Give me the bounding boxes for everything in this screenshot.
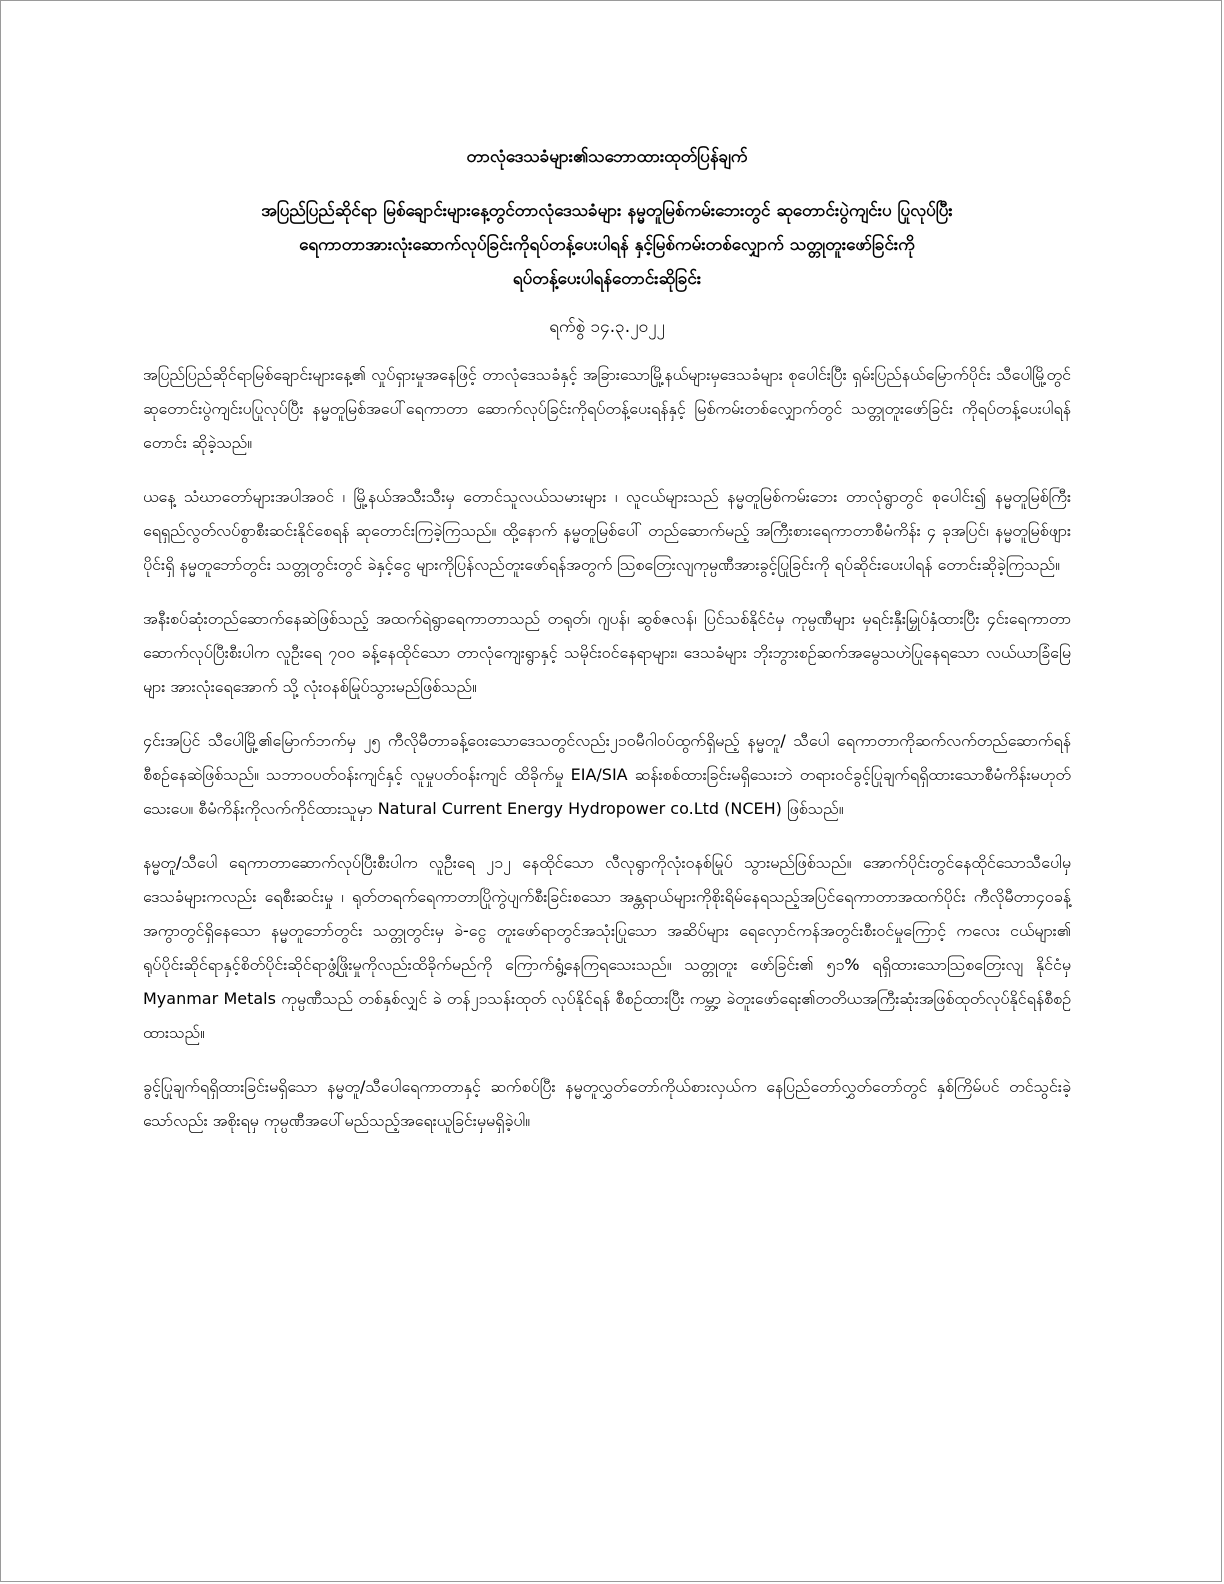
subheading-line-3: ရပ်တန့်ပေးပါရန်တောင်းဆိုခြင်း bbox=[512, 269, 702, 289]
paragraph-6: ခွင့်ပြုချက်ရရှိထားခြင်းမရှိသော နမ္မတူ/သီပေါရေကာတာနှင့် ဆက်စပ်ပြီး နမ္မတူလွှတ်တော်ကိုယ်စားလှယ်က နေပြည်တော်လွှတ်တော်တွင် နှစ်ကြိမ်ပင် တင်သွင်းခဲ့သော်လည်း အစိုးရမှ ကုမ္ပဏီအပေါ်မည်သည့်အရေးယူခြင်းမှမရှိခဲ့ပါ။ bbox=[143, 1077, 1071, 1130]
paragraph-1: အပြည်ပြည်ဆိုင်ရာမြစ်ချောင်းများနေ့၏ လှုပ်ရှားမှုအနေဖြင့် တာလုံဒေသခံနှင့် အခြားသောမြို့နယ်များမှဒေသခံများ စုပေါင်းပြီး ရှမ်းပြည်နယ်မြောက်ပိုင်း သီပေါမြို့တွင် ဆုတောင်းပွဲကျင်းပပြုလုပ်ပြီး နမ္မတူမြစ်အပေါ်ရေကာတာ ဆောက်လုပ်ခြင်းကိုရပ်တန့်ပေးရန်နှင့် မြစ်ကမ်းတစ်လျှောက်တွင် သတ္တုတူးဖော်ခြင်း ကိုရပ်တန့်ပေးပါရန်တောင်း ဆိုခဲ့သည်။ bbox=[143, 365, 1071, 452]
paragraph-5: နမ္မတူ/သီပေါ ရေကာတာဆောက်လုပ်ပြီးစီးပါက လူဦးရေ ၂၁၂ နေထိုင်သော လီလုရွာကိုလုံးဝနစ်မြုပ် သွားမည်ဖြစ်သည်။ အောက်ပိုင်းတွင်နေထိုင်သောသီပေါမှ ဒေသခံများကလည်း ရေစီးဆင်းမှု ၊ ရုတ်တရက်ရေကာတာပြိုကွဲပျက်စီးခြင်းစသော အန္တရာယ်များကိုစိုးရိမ်နေရသည့်အပြင်ရေကာတာအထက်ပိုင်း ကီလိုမီတာ၄၀ခန့်အကွာတွင်ရှိနေသော နမ္မတူဘော်တွင်း သတ္တုတွင်းမှ ခဲ-ငွေ တူးဖော်ရာတွင်အသုံးပြုသော အဆိပ်များ ရေလှောင်ကန်အတွင်းစီးဝင်မှုကြောင့် ကလေး ငယ်များ၏ ရုပ်ပိုင်းဆိုင်ရာနှင့်စိတ်ပိုင်းဆိုင်ရာဖွံ့ဖြိုးမှုကိုလည်းထိခိုက်မည်ကို ကြောက်ရွံ့နေကြရသေးသည်။ သတ္တုတူး ဖော်ခြင်း၏ ၅၁% ရရှိထားသောဩစတြေးလျ နိုင်ငံမှ Myanmar Metals ကုမ္ပဏီသည် တစ်နှစ်လျှင် ခဲ တန်၂၁သန်းထုတ် လုပ်နိုင်ရန် စီစဉ်ထားပြီး ကမ္ဘာ့ ခဲတူးဖော်ရေး၏တတိယအကြီးဆုံးအဖြစ်ထုတ်လုပ်နိုင်ရန်စီစဉ်ထားသည်။ bbox=[143, 853, 1071, 1042]
subheading-line-2: ရေကာတာအားလုံးဆောက်လုပ်ခြင်းကိုရပ်တန့်ပေးပါရန် နှင့်မြစ်ကမ်းတစ်လျှောက် သတ္တုတူးဖော်ခြင်းကို bbox=[299, 235, 915, 255]
document-body bbox=[143, 140, 1071, 1158]
paragraph-4: ၄င်းအပြင် သီပေါမြို့၏မြောက်ဘက်မှ ၂၅ ကီလိုမီတာခန့်ဝေးသောဒေသတွင်လည်း၂၁၀မီဂါဝပ်ထွက်ရှိမည့် နမ္မတူ/ သီပေါ ရေကာတာကိုဆက်လက်တည်ဆောက်ရန် စီစဉ်နေဆဲဖြစ်သည်။ သဘာဝပတ်ဝန်းကျင်နှင့် လူမှုပတ်ဝန်းကျင် ထိခိုက်မှု EIA/SIA ဆန်းစစ်ထားခြင်းမရှိသေးဘဲ တရားဝင်ခွင့်ပြုချက်ရရှိထားသောစီမံကိန်းမဟုတ်သေးပေ။ စီမံကိန်းကိုလက်ကိုင်ထားသူမှာ Natural Current Energy Hydropower co.Ltd (NCEH) ဖြစ်သည်။ bbox=[143, 731, 1071, 818]
date-line: ရက်စွဲ ၁၄.၃.၂၀၂၂ bbox=[549, 317, 665, 337]
paragraph-3: အနီးစပ်ဆုံးတည်ဆောက်နေဆဲဖြစ်သည့် အထက်ရဲရွာရေကာတာသည် တရုတ်၊ ဂျပန်၊ ဆွစ်ဇလန်၊ ပြင်သစ်နိုင်ငံမှ ကုမ္ပဏီများ မှရင်းနှီးမြှုပ်နှံထားပြီး ၄င်းရေကာတာဆောက်လုပ်ပြီးစီးပါက လူဦးရေ ၇၀၀ ခန့်နေထိုင်သော တာလုံကျေးရွာနှင့် သမိုင်းဝင်နေရာများ၊ ဒေသခံများ ဘိုးဘွားစဉ်ဆက်အမွေသဟဲပြုနေရသော လယ်ယာခြံမြေများ အားလုံးရေအောက် သို့ လုံးဝနစ်မြုပ်သွားမည်ဖြစ်သည်။ bbox=[143, 609, 1071, 696]
title-block bbox=[143, 140, 1071, 344]
statement-heading: တာလုံဒေသခံများ၏သဘောထားထုတ်ပြန်ချက် bbox=[466, 147, 748, 167]
statement-subheading bbox=[143, 194, 1071, 296]
subheading-line-1: အပြည်ပြည်ဆိုင်ရာ မြစ်ချောင်းများနေ့တွင်တာလုံဒေသခံများ နမ္မတူမြစ်ကမ်းဘေးတွင် ဆုတောင်းပွဲကျင်းပ ပြုလုပ်ပြီး bbox=[261, 201, 953, 221]
paragraph-2: ယနေ့ သံဃာတော်များအပါအဝင် ၊ မြို့နယ်အသီးသီးမှ တောင်သူလယ်သမားများ ၊ လူငယ်များသည် နမ္မတူမြစ်ကမ်းဘေး တာလုံရွာတွင် စုပေါင်း၍ နမ္မတူမြစ်ကြီးရေရှည်လွတ်လပ်စွာစီးဆင်းနိုင်စေရန် ဆုတောင်းကြခဲ့ကြသည်။ ထို့နောက် နမ္မတူမြစ်ပေါ် တည်ဆောက်မည့် အကြီးစားရေကာတာစီမံကိန်း ၄ ခုအပြင်၊ နမ္မတူမြစ်ဖျားပိုင်းရှိ နမ္မတူဘော်တွင်း သတ္တုတွင်းတွင် ခဲနှင့်ငွေ များကိုပြန်လည်တူးဖော်ရန်အတွက် ဩစတြေးလျကုမ္ပဏီအားခွင့်ပြုခြင်းကို ရပ်ဆိုင်းပေးပါရန် တောင်းဆိုခဲ့ကြသည်။ bbox=[143, 487, 1071, 574]
